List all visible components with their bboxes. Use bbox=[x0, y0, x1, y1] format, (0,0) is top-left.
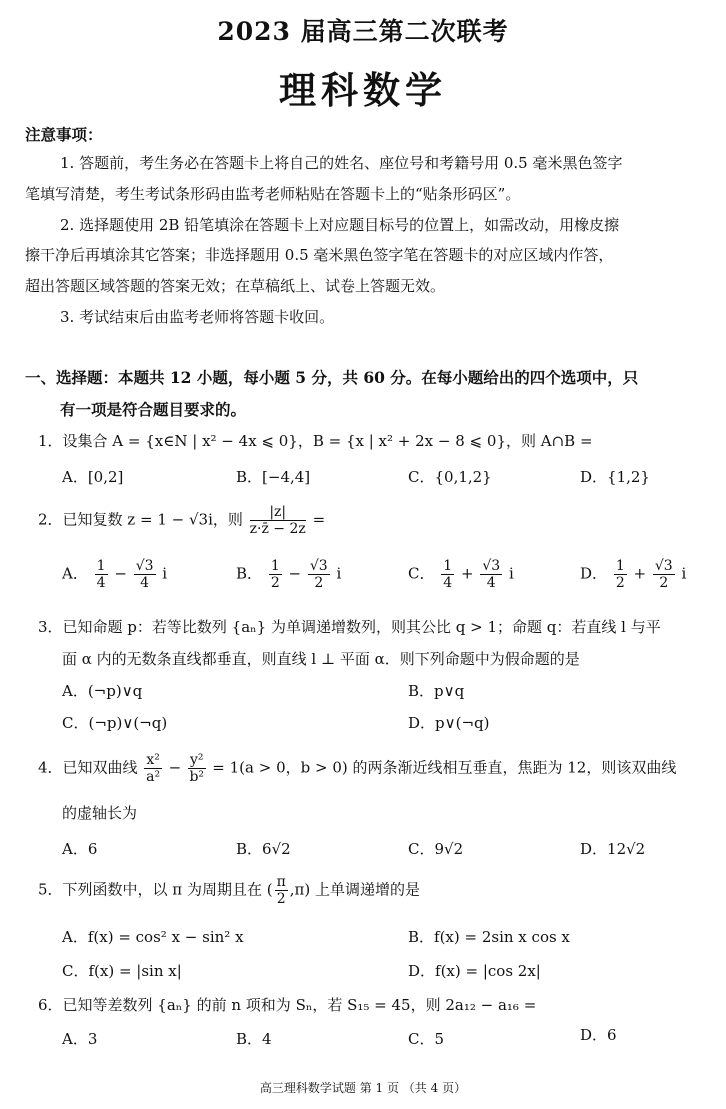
den: a² bbox=[146, 769, 161, 785]
option-label: B． bbox=[236, 564, 263, 583]
sign: − bbox=[288, 564, 302, 583]
notice-line: 超出答题区域答题的答案无效；在草稿纸上、试卷上答题无效。 bbox=[25, 277, 446, 295]
option-frac bbox=[441, 558, 454, 591]
den: 4 bbox=[443, 575, 453, 591]
q2-option-d bbox=[580, 558, 686, 591]
q2-stem-prefix: 2．已知复数 z = 1 − √3i，则 bbox=[38, 510, 243, 529]
num: x² bbox=[146, 752, 160, 768]
q5-option-c: C．f(x) = |sin x| bbox=[62, 962, 182, 980]
unit: i bbox=[681, 564, 687, 583]
num: 1 bbox=[443, 558, 453, 574]
option-label: C． bbox=[408, 564, 435, 583]
q3-option-d: D．p∨(¬q) bbox=[408, 714, 490, 732]
q5-stem-prefix: 5．下列函数中，以 π 为周期且在 ( bbox=[38, 880, 273, 899]
num: √3 bbox=[654, 558, 673, 574]
question-4-stem bbox=[38, 752, 676, 785]
sign: + bbox=[633, 564, 647, 583]
q2-option-c bbox=[408, 558, 514, 591]
option-frac bbox=[614, 558, 627, 591]
q1-option-c: C．{0,1,2} bbox=[408, 468, 492, 486]
sign: − bbox=[114, 564, 127, 583]
question-5-stem bbox=[38, 874, 420, 907]
den: b² bbox=[189, 769, 205, 785]
option-frac bbox=[480, 558, 502, 591]
q3-option-c: C．(¬p)∨(¬q) bbox=[62, 714, 168, 732]
q2-frac-numerator: |z| bbox=[250, 504, 306, 521]
q6-option-c: C．5 bbox=[408, 1030, 445, 1048]
q1-option-d: D．{1,2} bbox=[580, 468, 650, 486]
q4-stem-prefix: 4．已知双曲线 bbox=[38, 758, 138, 777]
notice-line: 1. 答题前，考生务必在答题卡上将自己的姓名、座位号和考籍号用 0.5 毫米黑色签字 bbox=[60, 154, 623, 172]
option-frac bbox=[308, 558, 330, 591]
num: 1 bbox=[96, 558, 106, 574]
subject-title: 理科数学 bbox=[279, 68, 447, 112]
notice-line: 擦干净后再填涂其它答案；非选择题用 0.5 毫米黑色签字笔在答题卡的对应区域内作答， bbox=[25, 246, 614, 264]
page-footer: 高三理科数学试题 第 1 页 （共 4 页） bbox=[259, 1081, 467, 1095]
unit: i bbox=[162, 564, 168, 583]
num: √3 bbox=[309, 558, 328, 574]
question-4-stem-cont: 的虚轴长为 bbox=[62, 804, 138, 822]
q4-option-d: D．12√2 bbox=[580, 840, 646, 858]
q6-option-b: B．4 bbox=[236, 1030, 272, 1048]
q3-option-b: B．p∨q bbox=[408, 682, 465, 700]
num: y² bbox=[189, 752, 204, 768]
q4-frac-y bbox=[188, 752, 206, 785]
q2-option-a bbox=[62, 558, 167, 591]
den: 2 bbox=[615, 575, 625, 591]
q5-option-b: B．f(x) = 2sin x cos x bbox=[408, 928, 570, 946]
question-1-stem: 1．设集合 A = {x∈N | x² − 4x ⩽ 0}，B = {x | x² + 2x − 8 ⩽ 0}，则 A∩B = bbox=[38, 432, 593, 450]
section-heading-cont: 有一项是符合题目要求的。 bbox=[60, 400, 247, 419]
q5-stem-suffix: ,π) 上单调递增的是 bbox=[289, 880, 421, 899]
q5-option-d: D．f(x) = |cos 2x| bbox=[408, 962, 541, 980]
q4-stem-suffix: = 1(a > 0，b > 0) 的两条渐近线相互垂直，焦距为 12，则该双曲线 bbox=[212, 758, 677, 777]
q4-option-b: B．6√2 bbox=[236, 840, 291, 858]
q6-option-d: D．6 bbox=[580, 1026, 617, 1044]
unit: i bbox=[508, 564, 514, 583]
q2-option-b bbox=[236, 558, 341, 591]
notice-heading: 注意事项： bbox=[25, 125, 103, 144]
den: 2 bbox=[270, 575, 280, 591]
q4-option-c: C．9√2 bbox=[408, 840, 464, 858]
num: 1 bbox=[615, 558, 625, 574]
section-heading: 一、选择题：本题共 12 小题，每小题 5 分，共 60 分。在每小题给出的四个选项中，只 bbox=[25, 368, 639, 387]
sign: + bbox=[460, 564, 474, 583]
num: 1 bbox=[270, 558, 280, 574]
num: √3 bbox=[482, 558, 501, 574]
question-6-stem: 6．已知等差数列 {aₙ} 的前 n 项和为 Sₙ，若 S₁₅ = 45，则 2a₁₂ − a₁₆ = bbox=[38, 996, 537, 1014]
num: √3 bbox=[135, 558, 154, 574]
q4-option-a: A．6 bbox=[62, 840, 98, 858]
question-3-stem-cont: 面 α 内的无数条直线都垂直，则直线 l ⊥ 平面 α．则下列命题中为假命题的是 bbox=[62, 650, 580, 668]
question-3-stem: 3．已知命题 p：若等比数列 {aₙ} 为单调递增数列，则其公比 q > 1；命题 q：若直线 l 与平 bbox=[38, 618, 661, 636]
num: π bbox=[276, 874, 286, 890]
den: 2 bbox=[659, 575, 669, 591]
q1-option-b: B．[−4,4] bbox=[236, 468, 311, 486]
q2-stem-fraction bbox=[250, 504, 306, 537]
option-frac bbox=[269, 558, 282, 591]
exam-title: 2023 届高三第二次联考 bbox=[217, 17, 509, 46]
q6-option-a: A．3 bbox=[62, 1030, 98, 1048]
notice-line: 2. 选择题使用 2B 铅笔填涂在答题卡上对应题目标号的位置上，如需改动，用橡皮擦 bbox=[60, 216, 620, 234]
q2-stem-suffix: = bbox=[312, 510, 326, 529]
option-label: D． bbox=[580, 564, 608, 583]
den: 2 bbox=[314, 575, 324, 591]
den: 4 bbox=[140, 575, 150, 591]
option-frac bbox=[134, 558, 156, 591]
option-frac bbox=[95, 558, 108, 591]
q4-frac-x bbox=[144, 752, 162, 785]
q2-frac-denominator: z·z̄ − 2z bbox=[249, 521, 306, 537]
notice-line: 笔填写清楚，考生考试条形码由监考老师粘贴在答题卡上的“贴条形码区”。 bbox=[25, 185, 521, 203]
q1-option-a: A．[0,2] bbox=[62, 468, 124, 486]
option-label: A． bbox=[62, 564, 88, 583]
option-frac bbox=[653, 558, 675, 591]
den: 2 bbox=[276, 891, 286, 907]
q5-option-a: A．f(x) = cos² x − sin² x bbox=[62, 928, 244, 946]
q4-minus: − bbox=[168, 758, 182, 777]
q3-option-a: A．(¬p)∨q bbox=[62, 682, 143, 700]
unit: i bbox=[336, 564, 342, 583]
question-2-stem bbox=[38, 504, 325, 537]
q5-frac-pi-2 bbox=[275, 874, 288, 907]
den: 4 bbox=[486, 575, 496, 591]
notice-line: 3. 考试结束后由监考老师将答题卡收回。 bbox=[60, 308, 335, 326]
den: 4 bbox=[96, 575, 106, 591]
